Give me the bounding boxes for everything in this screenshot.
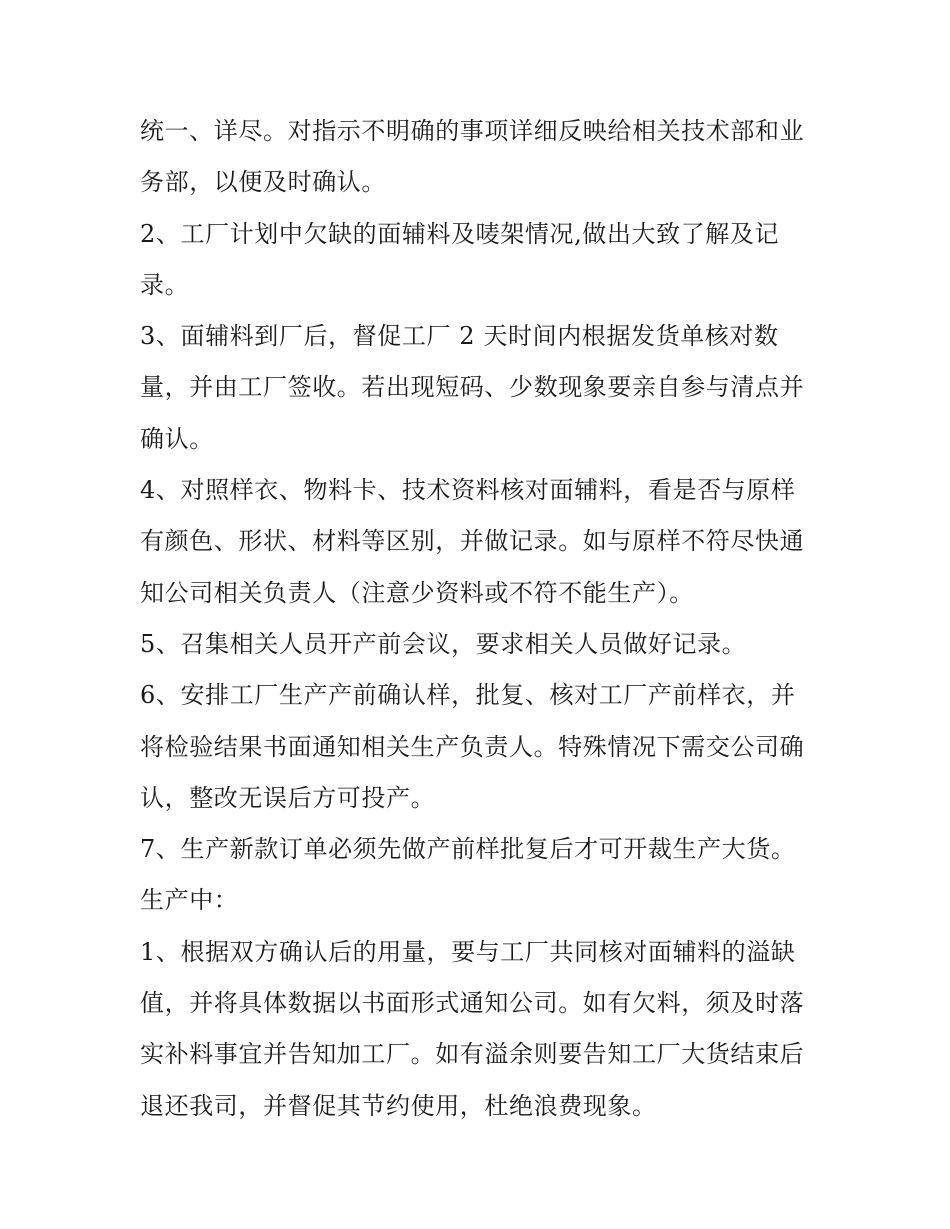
- text-line: 将检验结果书面通知相关生产负责人。特殊情况下需交公司确: [140, 732, 805, 761]
- document-body: [140, 106, 820, 1132]
- text-line: 录。: [140, 270, 190, 299]
- text-line: 有颜色、形状、材料等区别，并做记录。如与原样不符尽快通: [140, 527, 805, 556]
- text-line: 5、召集相关人员开产前会议，要求相关人员做好记录。: [140, 629, 747, 658]
- text-line: 知公司相关负责人（注意少资料或不符不能生产）。: [140, 578, 694, 607]
- text-line: 6、安排工厂生产产前确认样，批复、核对工厂产前样衣，并: [140, 681, 796, 710]
- text-line: 实补料事宜并告知加工厂。如有溢余则要告知工厂大货结束后: [140, 1040, 805, 1069]
- text-line: 量，并由工厂签收。若出现短码、少数现象要亲自参与清点并: [140, 373, 805, 402]
- text-line: 退还我司，并督促其节约使用，杜绝浪费现象。: [140, 1091, 657, 1120]
- text-line: 值，并将具体数据以书面形式通知公司。如有欠料，须及时落: [140, 989, 805, 1018]
- text-line: 确认。: [140, 424, 214, 453]
- text-line: 1、根据双方确认后的用量，要与工厂共同核对面辅料的溢缺: [140, 937, 796, 966]
- text-line: 4、对照样衣、物料卡、技术资料核对面辅料，看是否与原样: [140, 476, 796, 505]
- text-line: 7、生产新款订单必须先做产前样批复后才可开裁生产大货。: [140, 835, 796, 864]
- section-heading: 生产中：: [140, 886, 239, 915]
- text-line: 认，整改无误后方可投产。: [140, 783, 436, 812]
- text-line: 务部，以便及时确认。: [140, 168, 386, 197]
- text-line: 统一、详尽。对指示不明确的事项详细反映给相关技术部和业: [140, 117, 805, 145]
- text-line: 2、工厂计划中欠缺的面辅料及唛架情况,做出大致了解及记: [140, 219, 780, 248]
- text-line: 3、面辅料到厂后，督促工厂 2 天时间内根据发货单核对数: [140, 322, 779, 351]
